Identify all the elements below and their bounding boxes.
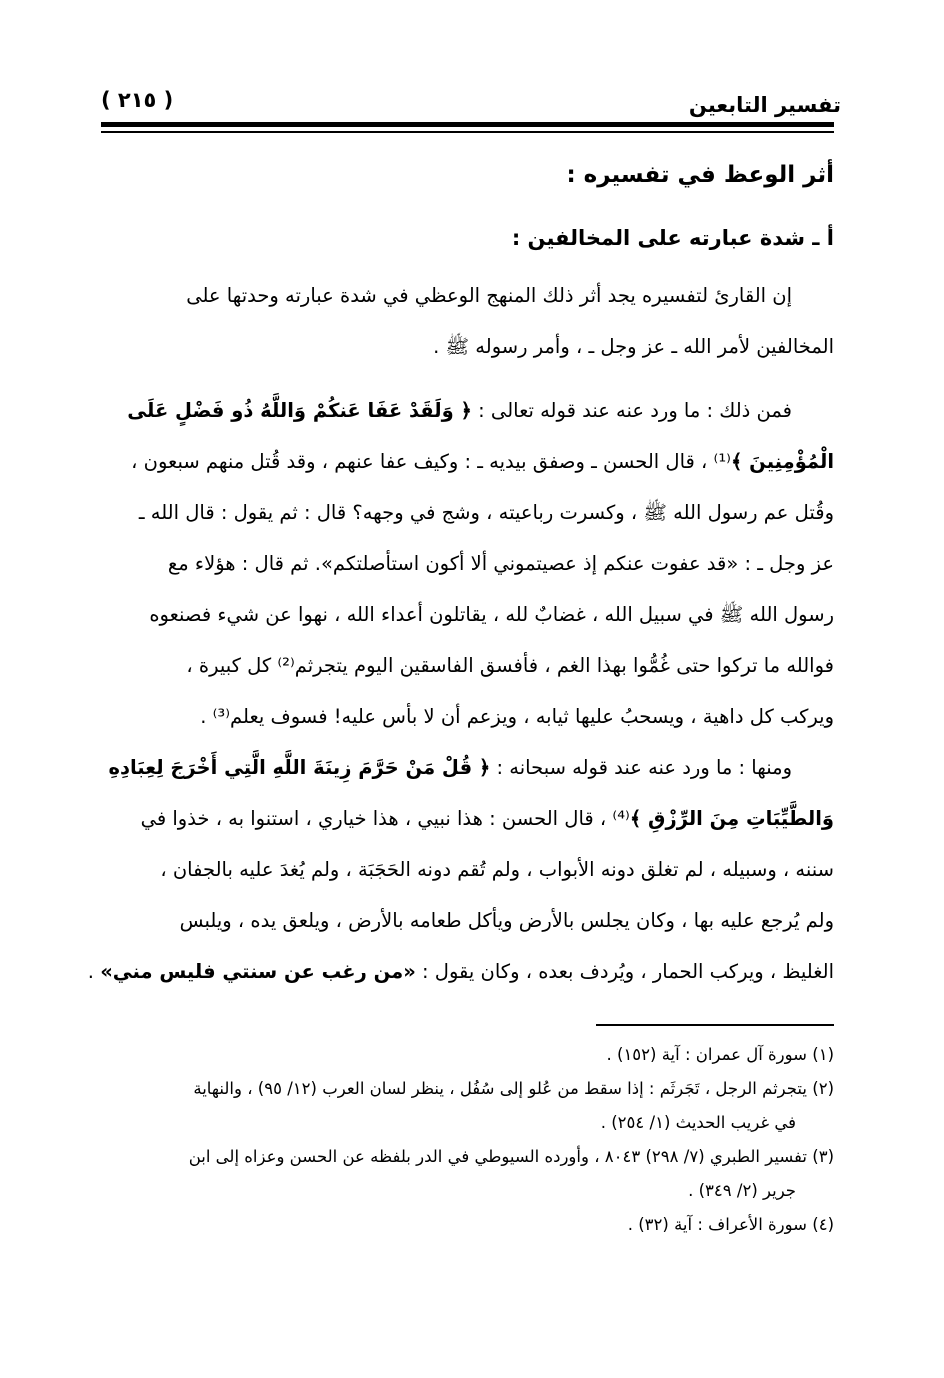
text-span: ⁽⁴⁾ ، قال الحسن : هذا نبيي ، هذا خياري ، استنوا به ، خذوا في (140, 807, 630, 830)
paragraph-2-line: عز وجل ـ : «قد عفوت عنكم إذ عصيتموني ألا أكون استأصلتكم». ثم قال : هؤلاء مع (167, 552, 834, 575)
paragraph-2-line (101, 385, 834, 436)
paragraph-1 (101, 270, 834, 372)
footnote-2: (٢) يتجرثم الرجل ، تَجَرثَم : إذا سقط من عُلو إلى سُفُل ، ينظر لسان العرب (١٢/ ٩٥) ، والنهاية (193, 1079, 834, 1098)
header-rule-thick (101, 122, 834, 127)
paragraph-2-line: ويركب كل داهية ، ويسحبُ عليها ثيابه ، ويزعم أن لا بأس عليه! فسوف يعلم⁽³⁾ . (200, 705, 834, 728)
footnote-2-continued: في غريب الحديث (١/ ٢٥٤) . (600, 1113, 796, 1132)
hadith-quote: «من رغب عن سنتي فليس مني» (100, 960, 416, 983)
page-number: ( ٢١٥ ) (101, 88, 174, 112)
paragraph-3 (87, 742, 834, 997)
footnote-4: (٤) سورة الأعراف : آية (٣٢) . (627, 1215, 834, 1234)
paragraph-2 (101, 385, 834, 742)
footnote-1: (١) سورة آل عمران : آية (١٥٢) . (606, 1045, 834, 1064)
quran-verse: وَالطَّيِّبَاتِ مِنَ الرِّزْقِ ﴾ (629, 807, 834, 830)
footnote-3-continued: جرير (٢/ ٣٤٩) . (688, 1181, 796, 1200)
text-span: ومنها : ما ورد عنه عند قوله سبحانه : (490, 756, 792, 779)
paragraph-1-line: المخالفين لأمر الله ـ عز وجل ـ ، وأمر رسوله ﷺ . (433, 335, 834, 358)
paragraph-3-line: سننه ، وسبيله ، لم تغلق دونه الأبواب ، ولم تُقم دونه الحَجَبَة ، ولم يُغدَ عليه بالجفان ، (160, 858, 834, 881)
paragraph-3-line (101, 742, 834, 793)
quran-verse: الْمُؤْمِنِينَ ﴾ (730, 450, 834, 473)
quran-verse: ﴿ قُلْ مَنْ حَرَّمَ زِينَةَ اللَّهِ الَّتِي أَخْرَجَ لِعِبَادِهِ (108, 756, 491, 779)
text-span: . (87, 960, 101, 983)
text-span: ⁽¹⁾ ، قال الحسن ـ وصفق بيديه ـ : وكيف عفا عنهم ، وقد قُتل منهم سبعون ، (131, 450, 731, 473)
paragraph-2-line: رسول الله ﷺ في سبيل الله ، غضابٌ لله ، يقاتلون أعداء الله ، نهوا عن شيء فصنعوه (149, 603, 834, 626)
paragraph-2-line: وقُتل عم رسول الله ﷺ ، وكسرت رباعيته ، وشج في وجهه؟ قال : ثم يقول : قال الله ـ (138, 501, 834, 524)
paragraph-2-line: فوالله ما تركوا حتى غُمُّوا بهذا الغم ، فأفسق الفاسقين اليوم يتجرثم⁽²⁾ كل كبيرة ، (186, 654, 834, 677)
footnote-3: (٣) تفسير الطبري (٧/ ٢٩٨) ٨٠٤٣ ، وأورده السيوطي في الدر بلفظه عن الحسن وعزاه إلى ابن (188, 1147, 834, 1166)
footnotes (96, 1038, 834, 1242)
text-span: الغليظ ، ويركب الحمار ، ويُردف بعده ، وكان يقول : (415, 960, 834, 983)
text-span: فمن ذلك : ما ورد عنه عند قوله تعالى : (471, 399, 792, 422)
paragraph-3-line (101, 793, 834, 844)
running-title: تفسير التابعين (688, 93, 841, 117)
paragraph-2-line (101, 436, 834, 487)
header-rule-thin (101, 131, 834, 133)
subsection-heading: أ ـ شدة عبارته على المخالفين : (511, 226, 834, 250)
paragraph-3-line: ولم يُرجع عليه بها ، وكان يجلس بالأرض ويأكل طعامه بالأرض ، ويلعق يده ، ويلبس (179, 909, 834, 932)
paragraph-3-line (87, 946, 834, 997)
footnote-separator (596, 1024, 834, 1026)
paragraph-1-line: إن القارئ لتفسيره يجد أثر ذلك المنهج الوعظي في شدة عبارته وحدتها على (186, 284, 792, 307)
quran-verse: ﴿ وَلَقَدْ عَفَا عَنكُمْ وَاللَّهُ ذُو فَضْلٍ عَلَى (127, 399, 472, 422)
section-heading: أثر الوعظ في تفسيره : (566, 162, 834, 188)
